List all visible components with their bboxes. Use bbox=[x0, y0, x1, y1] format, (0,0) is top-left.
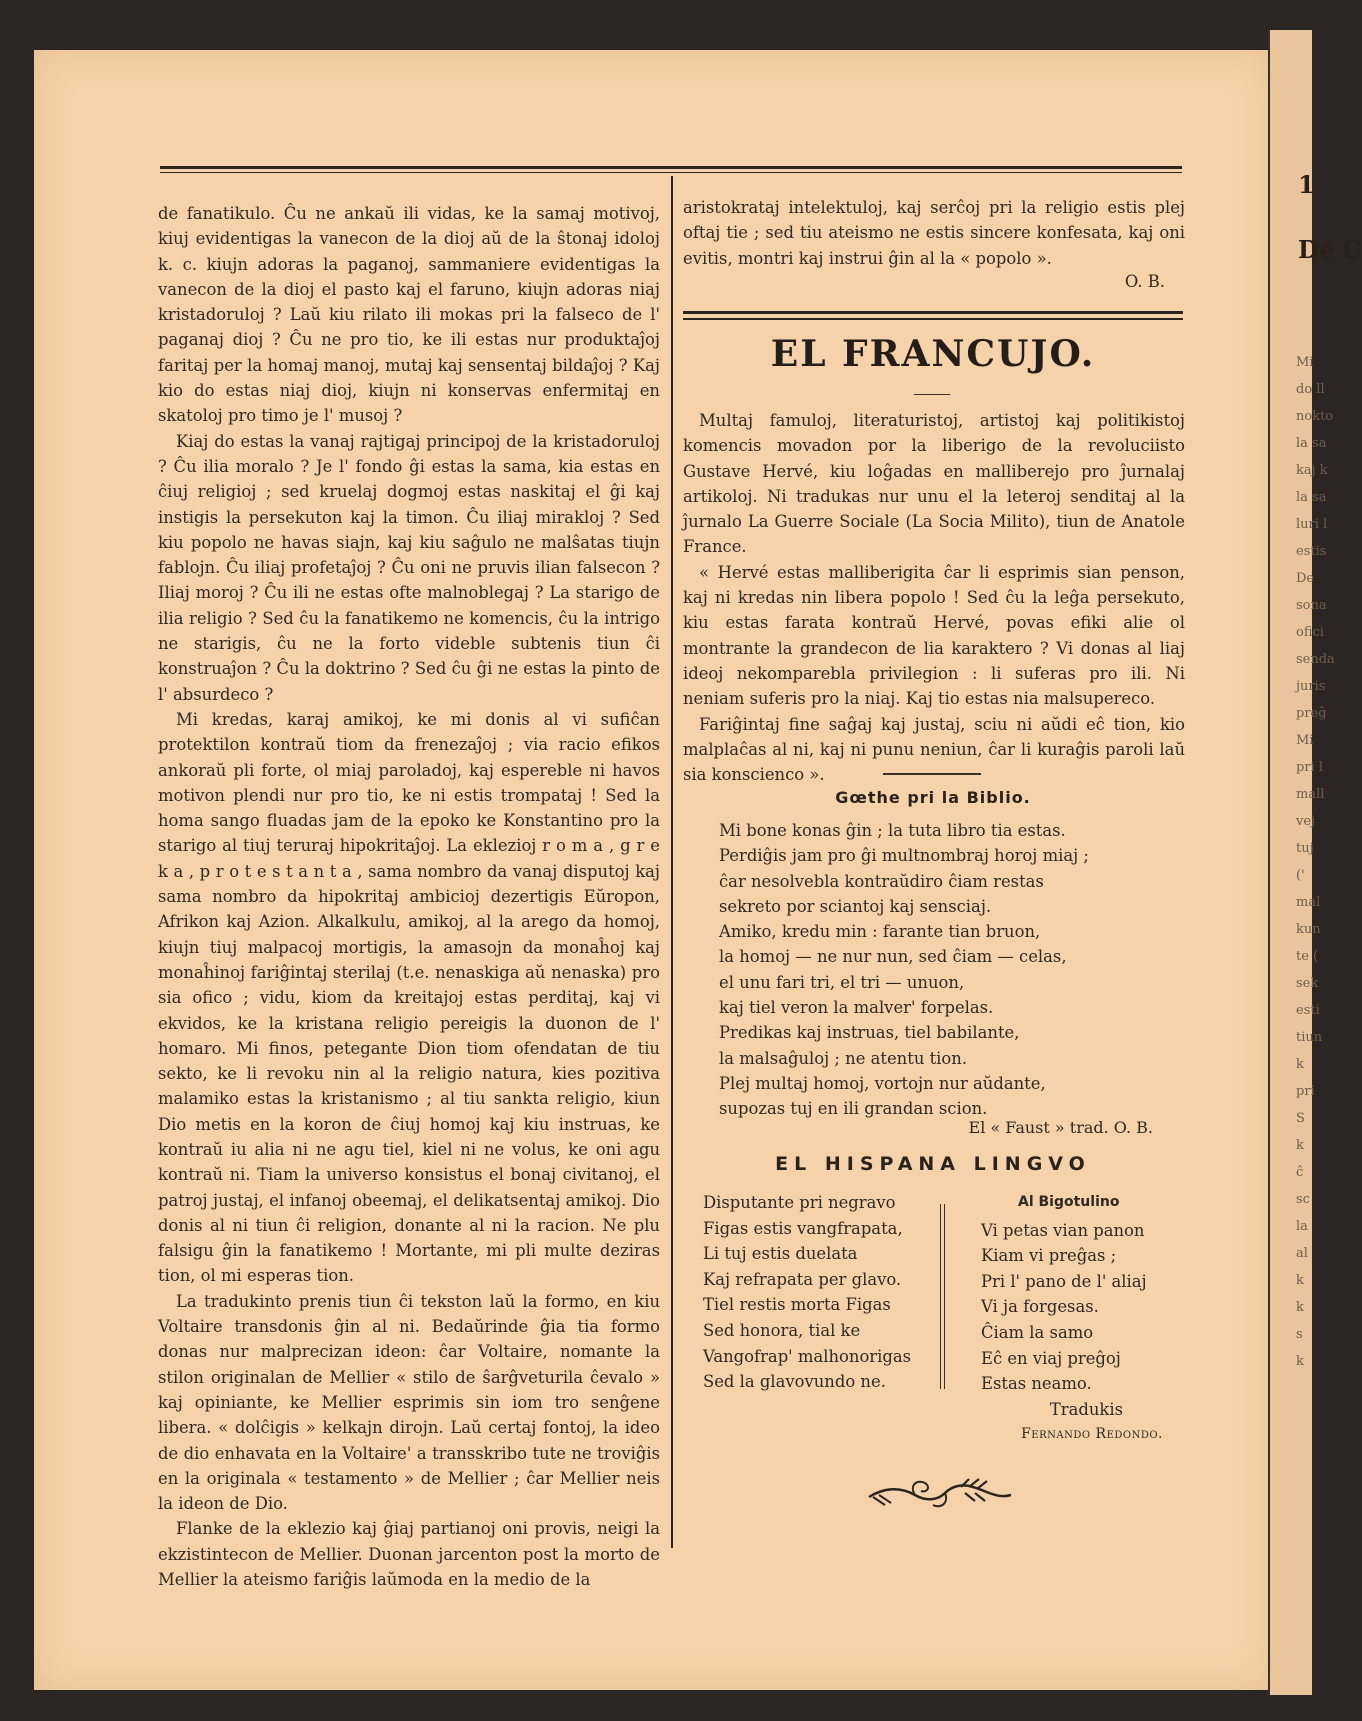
spanish-poem-left bbox=[703, 1190, 911, 1395]
next-page-text-fragment: estis bbox=[1296, 544, 1327, 559]
paragraph: « Hervé estas malliberigita ĉar li esprimis sian penson, kaj ni kredas nin libera popolo ! Sed ĉu la leĝa persekuto, kiu estas farata kontraŭ Hervé, povas efiki alie ol montrante la grandecon de lia karaktero ? Vi donas al liaj ideoj nekomparebla privilegion : li suferas pro ili. Ni neniam suferis pro la niaj. Kaj tio estas nia malsupereco. bbox=[683, 562, 1185, 709]
paragraph: Flanke de la eklezio kaj ĝiaj partianoj oni provis, neigi la ekzistintecon de Mellier. Duonan jarcenton post la morto de Mellier la ateismo fariĝis laŭmoda en la medio de la bbox=[158, 1519, 660, 1590]
paragraph: Fariĝintaj fine saĝaj kaj justaj, sciu ni aŭdi eĉ tion, kio malplaĉas al ni, kaj ni punu neniun, ĉar li kuraĝis paroli laŭ sia konscienco ». bbox=[683, 714, 1185, 785]
signature: O. B. bbox=[1124, 271, 1165, 291]
poem-divider bbox=[940, 1204, 941, 1389]
next-page-text-fragment: mall bbox=[1296, 787, 1325, 802]
poem-divider bbox=[944, 1204, 945, 1389]
translator-name: Fernando Redondo. bbox=[1021, 1426, 1163, 1442]
next-page-text-fragment: sek bbox=[1296, 976, 1319, 991]
poem-line: Figas estis vangfrapata, bbox=[703, 1218, 903, 1238]
next-page-text-fragment: S bbox=[1296, 1111, 1305, 1126]
poem-title: Gœthe pri la Biblio. bbox=[835, 788, 1031, 807]
poem-line: Eĉ en viaj preĝoj bbox=[981, 1348, 1121, 1368]
column-divider bbox=[671, 176, 673, 1548]
poem-line: Mi bone konas ĝin ; la tuta libro tia estas. bbox=[719, 821, 1066, 840]
poem-line: Disputante pri negravo bbox=[703, 1193, 896, 1212]
poem-subtitle: Al Bigotulino bbox=[1018, 1194, 1120, 1210]
translator-credit bbox=[683, 1398, 1163, 1446]
next-page-header-fragment: De C bbox=[1298, 235, 1362, 264]
poem-line: Plej multaj homoj, vortojn nur aŭdante, bbox=[719, 1073, 1046, 1093]
next-page-text-fragment: De bbox=[1296, 571, 1315, 586]
paragraph: Multaj famuloj, literaturistoj, artistoj kaj politikistoj komencis movadon por la liberigo de la revoluciisto Gustave Hervé, kiu loĝadas en malliberejo pro ĵurnalaj artikoloj. Ni tradukas nur unu el la leteroj senditaj al la ĵurnalo La Guerre Sociale (La Socia Milito), tiun de Anatole France. bbox=[683, 411, 1185, 557]
next-page-text-fragment: sc bbox=[1296, 1192, 1310, 1207]
next-page-text-fragment: te ( bbox=[1296, 949, 1319, 964]
next-page-text-fragment: ĉ bbox=[1296, 1165, 1304, 1180]
next-page-text-fragment: la sa bbox=[1296, 490, 1327, 505]
poem-line: kaj tiel veron la malver' forpelas. bbox=[719, 998, 994, 1018]
poem-line: Predikas kaj instruas, tiel babilante, bbox=[719, 1023, 1020, 1043]
poem-line: supozas tuj en ili grandan scion. bbox=[719, 1099, 988, 1119]
next-page-text-fragment: esti bbox=[1296, 1003, 1320, 1018]
poem-line: Sed honora, tial ke bbox=[703, 1320, 861, 1340]
paragraph: aristokrataj intelektuloj, kaj serĉoj pri la religio estis plej oftaj tie ; sed tiu ateismo ne estis sincere konfesata, kaj oni evitis, montri kaj instrui ĝin al la « popolo ». bbox=[683, 198, 1185, 268]
next-page-text-fragment: k bbox=[1296, 1138, 1304, 1153]
next-page-text-fragment: sona bbox=[1296, 598, 1327, 613]
next-page-text-fragment: k bbox=[1296, 1300, 1304, 1315]
poem-line: Tiel restis morta Figas bbox=[703, 1295, 891, 1315]
left-column bbox=[158, 201, 660, 1592]
next-page-text-fragment: ofici bbox=[1296, 625, 1324, 640]
next-page-text-fragment: vej bbox=[1296, 814, 1316, 829]
poem-line: sekreto por sciantoj kaj sensciaj. bbox=[719, 896, 992, 916]
next-page-text-fragment: Mi bbox=[1296, 355, 1314, 370]
next-page-text-fragment: pri l bbox=[1296, 760, 1323, 775]
next-page-text-fragment: do ll bbox=[1296, 382, 1325, 397]
divider-dash bbox=[914, 394, 950, 395]
next-page-header-fragment: 1 bbox=[1298, 170, 1315, 199]
next-page-text-fragment: tuj bbox=[1296, 841, 1314, 856]
poem-line: Amiko, kredu min : farante tian bruon, bbox=[719, 922, 1041, 942]
article-body bbox=[683, 408, 1185, 787]
paragraph: de fanatikulo. Ĉu ne ankaŭ ili vidas, ke la samaj motivoj, kiuj evidentigas la vanecon de la dioj aŭ de la ŝtonaj idoloj k. c. kiujn adoras la paganoj, sammaniere evidentigas la vanecon de la dioj el pasto kaj el faruno, kiujn adoras niaj kristadoruloj ? Laŭ kiu rilato ili mokas pri la falseco de l' paganaj dioj ? Ĉu ne pro tio, ke ili estas nur produktaĵoj faritaj per la homaj manoj, mutaj kaj sensentaj bildaĵoj ? Kaj kio do estas niaj dioj, kiujn ni konservas enfermitaj en skatoloj pro timo je l' musoj ? bbox=[158, 204, 660, 426]
next-page-text-fragment: la bbox=[1296, 1219, 1308, 1234]
next-page-text-fragment: juris bbox=[1296, 679, 1326, 694]
next-page-text-fragment: (' bbox=[1296, 868, 1305, 883]
poem-line: Vi petas vian panon bbox=[981, 1220, 1145, 1240]
next-page-text-fragment: nokto bbox=[1296, 409, 1334, 424]
next-page-text-fragment: luri l bbox=[1296, 517, 1328, 532]
paragraph: Mi kredas, karaj amikoj, ke mi donis al vi sufiĉan protektilon kontraŭ tiom da frenezaĵoj ; via racio efikos ankoraŭ pli forte, ol miaj paroladoj, kaj espereble ni havos motivon plendi nur pro tio, ke ni estis trompataj ! Sed la homa sango fluadas jam de la epoko ke Konstantino pro la starigo al tiuj teruraj hipokritaĵoj. La eklezioj r o m a , g r e k a , p r o t e s t a n t a , sama nombro da vanaj disputoj kaj sama nombro da hipokritaj ambicioj dezertigis Eŭropon, Afrikon kaj Azion. Alkalkulu, amikoj, al la arego da homoj, kiujn tiuj malpacoj mortigis, la amasojn da monaĥoj kaj monaĥinoj fariĝintaj sterilaj (t.e. nenaskiga aŭ nenaska) pro sia ofico ; vidu, kiom da kreitajoj estas perditaj, kaj vi ekvidos, ke la kristana religio pereigis la duonon de l' homaro. Mi finos, petegante Dion tiom ofendatan de tiu sekto, ke li revoku nin al la religio natura, kies pozitiva malamiko estas la kristanismo ; al tiu sankta religio, kiun Dio metis en la koron de ĉiuj homoj kaj kiu instruas, ke kontraŭ iu alia ni ne agu tiel, kiel ni ne volus, ke oni agu kontraŭ ni. Tiam la universo konsistus el bonaj civitanoj, el patroj justaj, el infanoj obeemaj, el delikatsentaj amikoj. Dio donis al ni tiun ĉi religion, donante al ni la racion. Ne plu falsigu ĝin la fanatikemo ! Mortante, mi pli multe deziras tion, ol mi esperas tion. bbox=[158, 709, 660, 1286]
divider-bar bbox=[883, 773, 981, 775]
next-page-text-fragment: k bbox=[1296, 1354, 1304, 1369]
next-page-text-fragment: Mi bbox=[1296, 733, 1314, 748]
next-page-text-fragment: pri bbox=[1296, 1084, 1315, 1099]
next-page-text-fragment: tiun bbox=[1296, 1030, 1323, 1045]
poem-line: el unu fari tri, el tri — unuon, bbox=[719, 972, 965, 992]
poem-line: ĉar nesolvebla kontraŭdiro ĉiam restas bbox=[719, 871, 1044, 891]
poem-line: Vangofrap' malhonorigas bbox=[703, 1346, 912, 1366]
next-page-text-fragment: al bbox=[1296, 1246, 1308, 1261]
poem-line: Pri l' pano de l' aliaj bbox=[981, 1271, 1147, 1291]
section-title: EL HISPANA LINGVO bbox=[775, 1153, 1091, 1175]
next-page-text-fragment: preĝ bbox=[1296, 706, 1327, 721]
next-page-text-fragment: mal bbox=[1296, 895, 1321, 910]
paragraph: La tradukinto prenis tiun ĉi tekston laŭ la formo, en kiu Voltaire transdonis ĝin al ni. Bedaŭrinde ĝia tia formo donas nur malprecizan ideon: ĉar Voltaire, nomante la stilon originalan de Mellier « stilo de ŝarĝveturila ĉevalo » kaj opiniante, ke Mellier esprimis sin iom tro senĝene libera. « dolĉigis » kelkajn dirojn. Laŭ certaj fontoj, la ideo de dio enhavata en la Voltaire' a transskribo tute ne troviĝis en la originala « testamento » de Mellier ; ĉar Mellier neis la ideon de Dio. bbox=[158, 1291, 660, 1514]
top-rule-thin bbox=[160, 172, 1182, 173]
poem-line: Kiam vi preĝas ; bbox=[981, 1246, 1117, 1266]
section-rule bbox=[683, 311, 1183, 314]
spanish-poem-right bbox=[981, 1190, 1147, 1397]
next-page-text-fragment: kun bbox=[1296, 922, 1321, 937]
article-headline: EL FRANCUJO. bbox=[770, 333, 1096, 375]
poem-line: Li tuj estis duelata bbox=[703, 1244, 858, 1264]
poem-line: Perdiĝis jam pro ĝi multnombraj horoj miaj ; bbox=[719, 846, 1089, 866]
poem-line: la homoj — ne nur nun, sed ĉiam — celas, bbox=[719, 947, 1067, 967]
poem-line: Kaj refrapata per glavo. bbox=[703, 1269, 902, 1289]
goethe-poem bbox=[719, 818, 1089, 1122]
next-page-text-fragment: senda bbox=[1296, 652, 1335, 667]
next-page-text-fragment: s bbox=[1296, 1327, 1303, 1342]
right-column-continuation bbox=[683, 195, 1185, 294]
next-page-text-fragment: k bbox=[1296, 1057, 1304, 1072]
poem-line: Estas neamo. bbox=[981, 1374, 1092, 1394]
next-page-text-fragment: kaj k bbox=[1296, 463, 1328, 478]
poem-line: la malsaĝuloj ; ne atentu tion. bbox=[719, 1048, 968, 1068]
poem-line: Vi ja forgesas. bbox=[981, 1297, 1099, 1317]
adjacent-page-edge bbox=[1268, 30, 1362, 1695]
translator-label: Tradukis bbox=[1049, 1400, 1123, 1419]
section-rule-thin bbox=[683, 318, 1183, 320]
poem-attribution: El « Faust » trad. O. B. bbox=[968, 1118, 1153, 1137]
poem-line: Ĉiam la samo bbox=[981, 1322, 1094, 1342]
top-rule bbox=[160, 166, 1182, 169]
paragraph: Kiaj do estas la vanaj rajtigaj principoj de la kristadoruloj ? Ĉu ilia moralo ? Je l' fondo ĝi estas la sama, kia estas en ĉiuj religioj ; sed kruelaj dogmoj estas naskitaj el ĝi kaj instigis la persekuton kaj la timon. Ĉu iliaj mirakloj ? Sed kiu popolo ne havas siajn, kaj kiu saĝulo ne malŝatas tiujn fablojn. Ĉu iliaj profetaĵoj ? Ĉu oni ne pruvis ilian falsecon ? Iliaj moroj ? Ĉu ili ne estas ofte malnoblegaj ? La starigo de ilia religio ? Sed ĉu la fanatikemo ne komencis, ĉu la intrigo ne starigis, ĉu ne la forto videble subtenis tiun ĉi konstruaĵon ? Ĉu la doktrino ? Sed ĉu ĝi ne estas la pinto de l' absurdeco ? bbox=[158, 431, 660, 704]
poem-line: Sed la glavovundo ne. bbox=[703, 1372, 886, 1392]
decorative-ornament-icon bbox=[865, 1473, 1015, 1515]
next-page-text-fragment: la sa bbox=[1296, 436, 1327, 451]
next-page-text-fragment: k bbox=[1296, 1273, 1304, 1288]
